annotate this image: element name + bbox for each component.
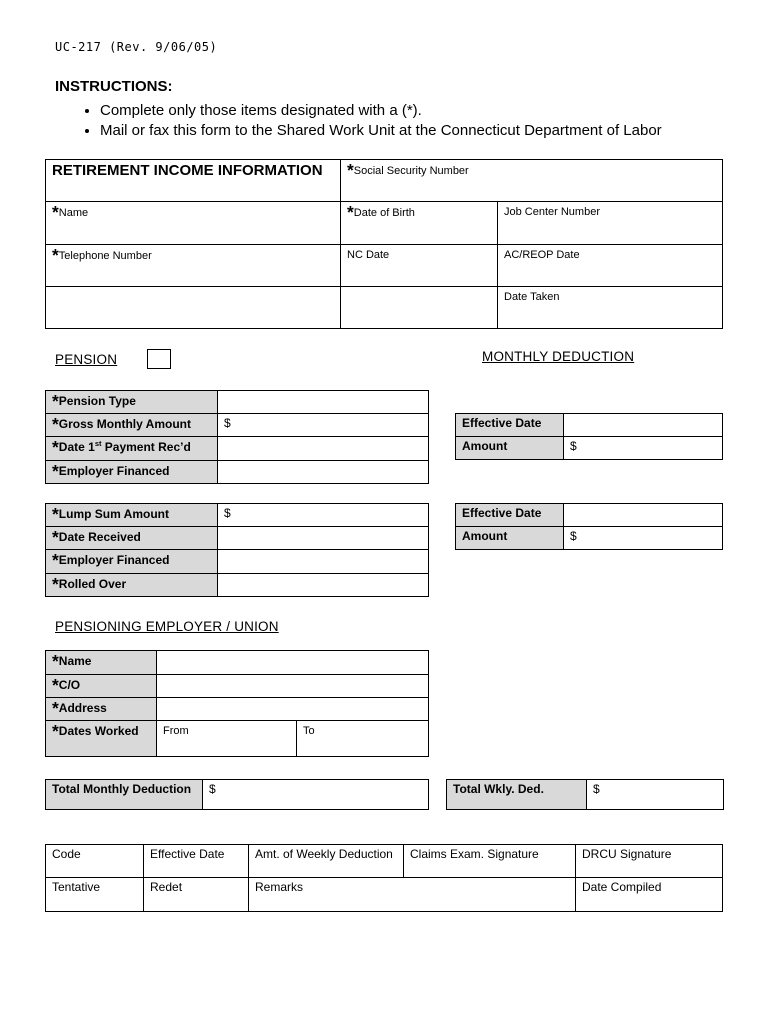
label-text: Date 1	[58, 440, 95, 454]
dates-worked-label	[46, 721, 157, 757]
lump-sum-amount-input[interactable]	[218, 504, 429, 527]
label-text: Employer Financed	[58, 552, 170, 567]
label-text: Total Monthly Deduction	[52, 782, 192, 796]
deduction-table-1	[455, 413, 723, 460]
nc-date-field[interactable]	[341, 245, 498, 287]
employer-financed-label	[46, 461, 218, 484]
label-text: Rolled Over	[58, 576, 127, 591]
required-star: *	[52, 527, 59, 547]
label-text: Employer Financed	[58, 463, 170, 478]
lump-sum-amount-label	[46, 504, 218, 527]
empty-cell	[46, 287, 341, 329]
dollar-sign: $	[593, 782, 600, 796]
required-star: *	[52, 437, 59, 458]
required-star: *	[52, 202, 59, 222]
effective-date-input[interactable]	[564, 414, 723, 437]
rolled-over-input[interactable]	[218, 574, 429, 597]
effective-date-field[interactable]	[144, 845, 249, 878]
redet-field[interactable]	[144, 878, 249, 912]
instructions-title: INSTRUCTIONS:	[55, 78, 173, 95]
telephone-number-field[interactable]	[46, 245, 341, 287]
date-compiled-field[interactable]	[576, 878, 723, 912]
dates-worked-from-input[interactable]	[157, 721, 297, 757]
retirement-info-table	[45, 159, 723, 329]
drcu-signature-field[interactable]	[576, 845, 723, 878]
required-star: *	[52, 414, 59, 434]
instruction-bullet: • Complete only those items designated with a (*).	[100, 101, 770, 121]
effective-date-2-input[interactable]	[564, 504, 723, 527]
form-number: UC-217 (Rev. 9/06/05)	[55, 40, 218, 54]
employer-name-label	[46, 651, 157, 675]
claims-exam-signature-field[interactable]	[404, 845, 576, 878]
amt-weekly-deduction-label: Amt. of Weekly Deduction	[255, 847, 393, 861]
required-star: *	[347, 202, 354, 222]
date-compiled-label: Date Compiled	[582, 880, 662, 894]
dates-worked-to-input[interactable]	[297, 721, 429, 757]
employer-address-input[interactable]	[157, 698, 429, 721]
required-star: *	[52, 675, 59, 695]
ssn-field[interactable]	[341, 160, 723, 202]
dollar-sign: $	[570, 529, 577, 543]
date-received-input[interactable]	[218, 527, 429, 550]
label-text: C/O	[58, 677, 81, 692]
required-star: *	[52, 698, 59, 718]
name-label: Name	[58, 206, 89, 219]
pension-type-label	[46, 391, 218, 414]
amount-input[interactable]	[564, 437, 723, 460]
date-of-birth-label: Date of Birth	[353, 206, 415, 219]
effective-date-label	[456, 414, 564, 437]
date-received-label	[46, 527, 218, 550]
effective-date-label: Effective Date	[150, 847, 225, 861]
employer-financed-input[interactable]	[218, 461, 429, 484]
redet-label: Redet	[150, 880, 183, 894]
employer-financed-2-input[interactable]	[218, 550, 429, 574]
date-taken-field[interactable]	[498, 287, 723, 329]
label-text: Address	[58, 700, 107, 715]
claims-exam-signature-label: Claims Exam. Signature	[410, 847, 539, 861]
pension-type-input[interactable]	[218, 391, 429, 414]
date-taken-label: Date Taken	[504, 291, 560, 303]
ac-reop-date-label: AC/REOP Date	[504, 249, 580, 261]
deduction-column	[455, 390, 722, 597]
employer-address-label	[46, 698, 157, 721]
drcu-signature-label: DRCU Signature	[582, 847, 672, 861]
pension-checkbox[interactable]	[147, 349, 171, 369]
gross-monthly-amount-label	[46, 414, 218, 437]
monthly-deduction-heading: MONTHLY DEDUCTION	[482, 349, 635, 364]
rolled-over-label	[46, 574, 218, 597]
amount-2-input[interactable]	[564, 527, 723, 550]
dollar-sign: $	[224, 506, 231, 520]
office-use-table	[45, 844, 723, 912]
nc-date-label: NC Date	[347, 249, 390, 261]
date-first-payment-input[interactable]	[218, 437, 429, 461]
amount-2-label	[456, 527, 564, 550]
ac-reop-date-field[interactable]	[498, 245, 723, 287]
remarks-field[interactable]	[249, 878, 576, 912]
employer-table	[45, 650, 429, 757]
total-monthly-deduction-label	[46, 780, 203, 810]
tentative-label: Tentative	[52, 880, 101, 894]
label-text: Dates Worked	[58, 723, 139, 738]
required-star: *	[52, 461, 59, 481]
required-star: *	[52, 245, 59, 265]
total-monthly-deduction-input[interactable]	[203, 780, 429, 810]
label-text: Effective Date	[462, 506, 542, 520]
totals-row	[45, 779, 770, 810]
label-text: Amount	[462, 529, 508, 543]
label-text: Lump Sum Amount	[58, 506, 169, 521]
empty-cell	[341, 287, 498, 329]
code-label: Code	[52, 847, 81, 861]
pension-section	[45, 390, 770, 597]
code-field[interactable]	[46, 845, 144, 878]
telephone-number-label: Telephone Number	[58, 249, 152, 262]
pensioning-employer-heading: PENSIONING EMPLOYER / UNION	[55, 619, 279, 634]
pension-heading: PENSION	[55, 351, 118, 367]
pension-table-1	[45, 390, 429, 484]
employer-co-label	[46, 675, 157, 698]
total-weekly-deduction-input[interactable]	[587, 780, 724, 810]
instructions-list	[0, 101, 770, 141]
date-of-birth-field[interactable]	[341, 202, 498, 245]
required-star: *	[52, 391, 59, 411]
instruction-bullet: • Mail or fax this form to the Shared Work Unit at the Connecticut Department of Labor	[100, 121, 770, 141]
employer-name-input[interactable]	[157, 651, 429, 675]
dollar-sign: $	[209, 782, 216, 796]
required-star: *	[52, 651, 59, 671]
gross-monthly-amount-input[interactable]	[218, 414, 429, 437]
tentative-field[interactable]	[46, 878, 144, 912]
dollar-sign: $	[224, 416, 231, 430]
job-center-number-field[interactable]	[498, 202, 723, 245]
ordinal-suffix: st	[94, 439, 102, 448]
required-star: *	[52, 574, 59, 594]
amount-label	[456, 437, 564, 460]
required-star: *	[52, 721, 59, 741]
total-weekly-deduction-table	[446, 779, 724, 810]
remarks-label: Remarks	[255, 880, 304, 894]
pension-table-2	[45, 503, 429, 597]
label-text: Date Received	[58, 529, 141, 544]
ssn-label: Social Security Number	[353, 164, 469, 177]
date-first-payment-label	[46, 437, 218, 461]
label-text: Name	[58, 653, 92, 668]
pension-column	[45, 390, 428, 597]
retirement-title-cell	[46, 160, 341, 202]
amt-weekly-deduction-field[interactable]	[249, 845, 404, 878]
retirement-title: RETIREMENT INCOME INFORMATION	[52, 162, 323, 179]
required-star: *	[347, 160, 354, 180]
total-monthly-deduction-table	[45, 779, 429, 810]
from-label: From	[163, 725, 189, 737]
job-center-number-label: Job Center Number	[504, 206, 600, 218]
to-label: To	[303, 725, 315, 737]
section-headings	[0, 349, 770, 373]
label-text: Effective Date	[462, 416, 542, 430]
employer-financed-2-label	[46, 550, 218, 574]
effective-date-2-label	[456, 504, 564, 527]
label-text: Gross Monthly Amount	[58, 416, 191, 431]
employer-co-input[interactable]	[157, 675, 429, 698]
deduction-table-2	[455, 503, 723, 550]
total-weekly-deduction-label	[447, 780, 587, 810]
label-text: Pension Type	[58, 393, 136, 408]
label-text: Payment Rec’d	[101, 440, 191, 454]
required-star: *	[52, 504, 59, 524]
label-text: Total Wkly. Ded.	[453, 782, 544, 796]
name-field[interactable]	[46, 202, 341, 245]
label-text: Amount	[462, 439, 508, 453]
dollar-sign: $	[570, 439, 577, 453]
required-star: *	[52, 550, 59, 570]
